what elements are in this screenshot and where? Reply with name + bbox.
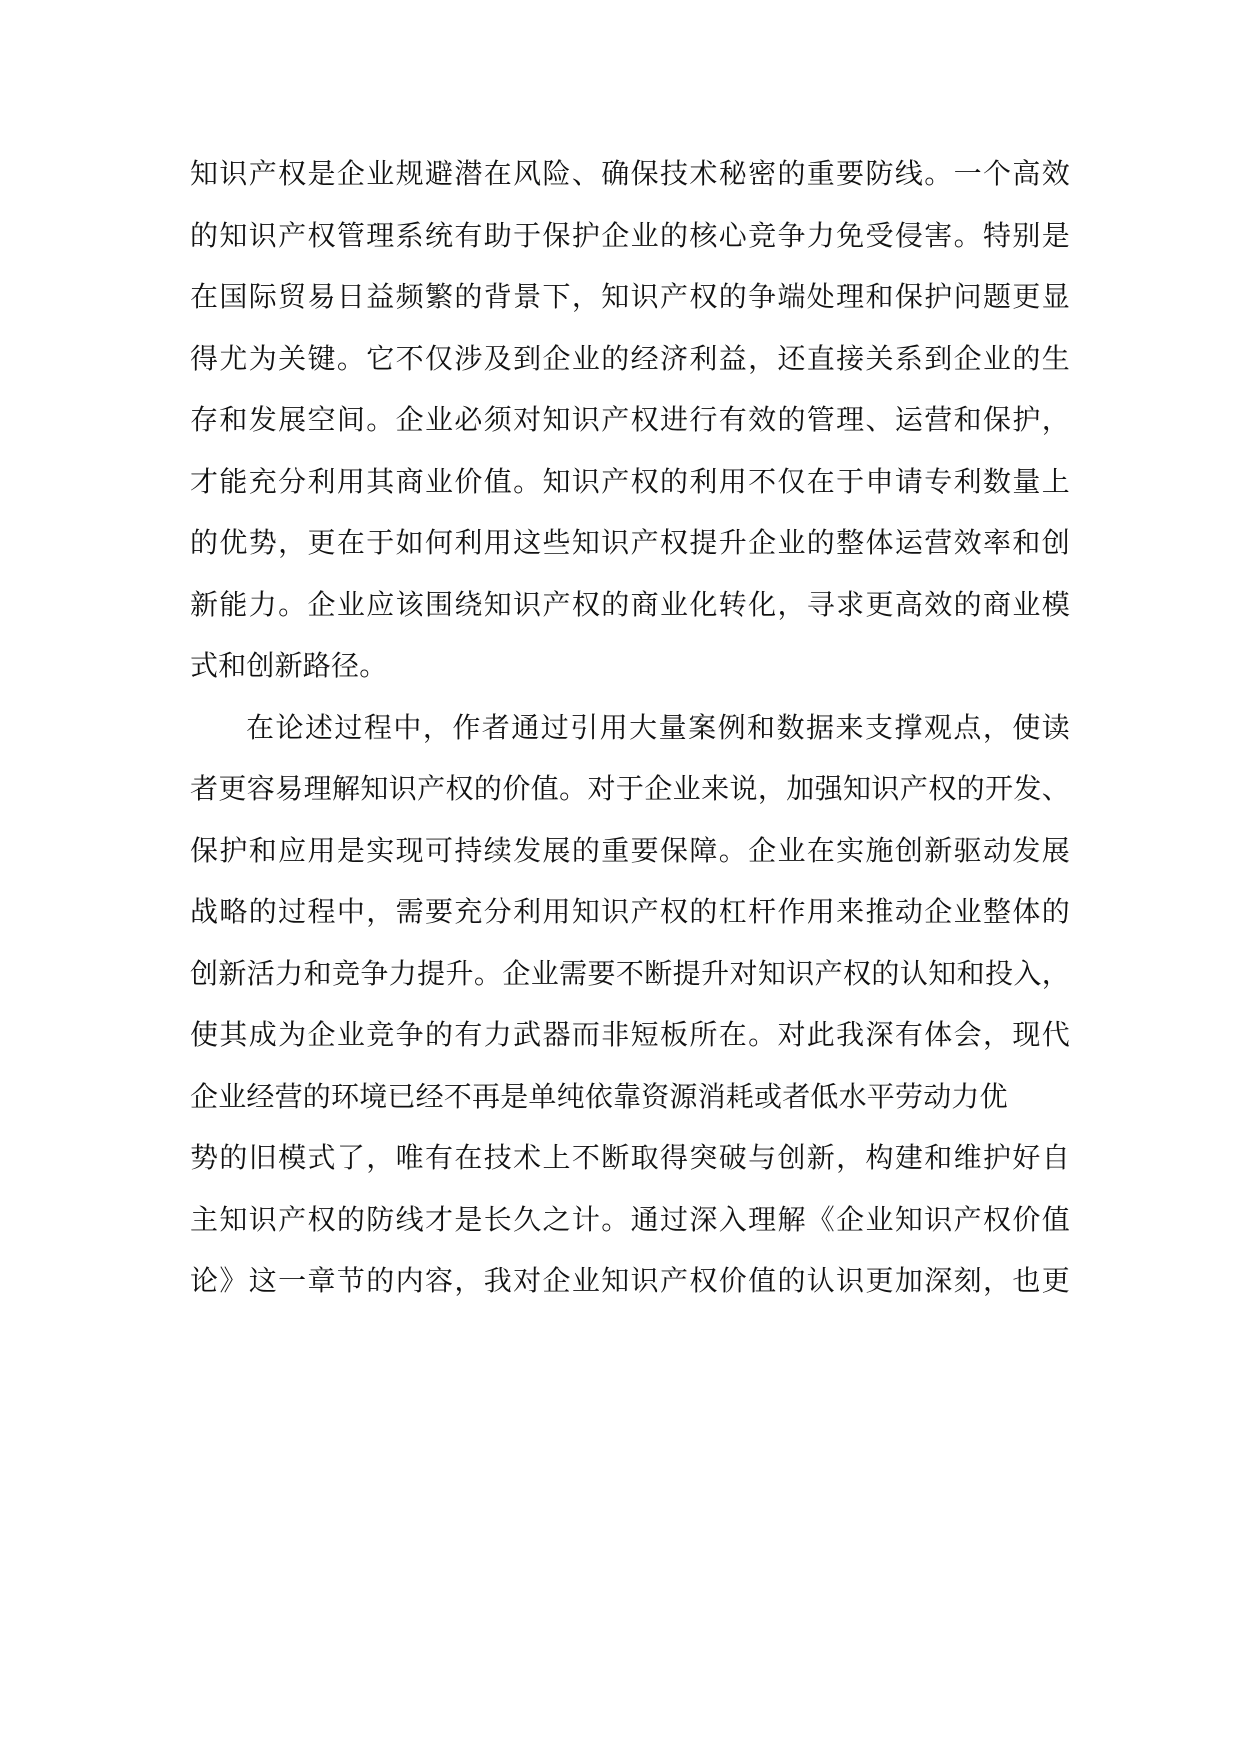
text-line: 新能力。企业应该围绕知识产权的商业化转化，寻求更高效的商业模 <box>190 587 1070 621</box>
text-line: 在国际贸易日益频繁的背景下，知识产权的争端处理和保护问题更显 <box>190 280 1070 313</box>
text-line: 的知识产权管理系统有助于保护企业的核心竞争力免受侵害。特别是 <box>190 218 1070 252</box>
text-line: 势的旧模式了，唯有在技术上不断取得突破与创新，构建和维护好自 <box>190 1141 1070 1174</box>
text-line: 式和创新路径。 <box>190 649 388 682</box>
paragraph-1 <box>190 143 1070 697</box>
text-line: 得尤为关键。它不仅涉及到企业的经济利益，还直接关系到企业的生 <box>190 341 1070 375</box>
text-line: 知识产权是企业规避潜在风险、确保技术秘密的重要防线。一个高效 <box>190 157 1070 190</box>
text-line: 才能充分利用其商业价值。知识产权的利用不仅在于申请专利数量上 <box>190 464 1070 498</box>
text-line: 使其成为企业竞争的有力武器而非短板所在。对此我深有体会，现代 <box>190 1018 1070 1051</box>
text-line: 保护和应用是实现可持续发展的重要保障。企业在实施创新驱动发展 <box>190 833 1070 867</box>
paragraph-2 <box>190 697 1070 1312</box>
text-line: 企业经营的环境已经不再是单纯依靠资源消耗或者低水平劳动力优 <box>190 1079 1008 1113</box>
text-line: 战略的过程中，需要充分利用知识产权的杠杆作用来推动企业整体的 <box>190 895 1070 928</box>
text-line: 存和发展空间。企业必须对知识产权进行有效的管理、运营和保护， <box>190 403 1070 436</box>
text-line: 论》这一章节的内容，我对企业知识产权价值的认识更加深刻，也更 <box>190 1264 1070 1297</box>
text-line: 创新活力和竞争力提升。企业需要不断提升对知识产权的认知和投入， <box>190 956 1070 990</box>
text-line: 者更容易理解知识产权的价值。对于企业来说，加强知识产权的开发、 <box>190 772 1070 805</box>
text-line: 主知识产权的防线才是长久之计。通过深入理解《企业知识产权价值 <box>190 1202 1070 1236</box>
body-text <box>190 143 1070 1312</box>
text-line: 在论述过程中，作者通过引用大量案例和数据来支撑观点，使读 <box>246 710 1070 744</box>
text-line: 的优势，更在于如何利用这些知识产权提升企业的整体运营效率和创 <box>190 526 1070 559</box>
